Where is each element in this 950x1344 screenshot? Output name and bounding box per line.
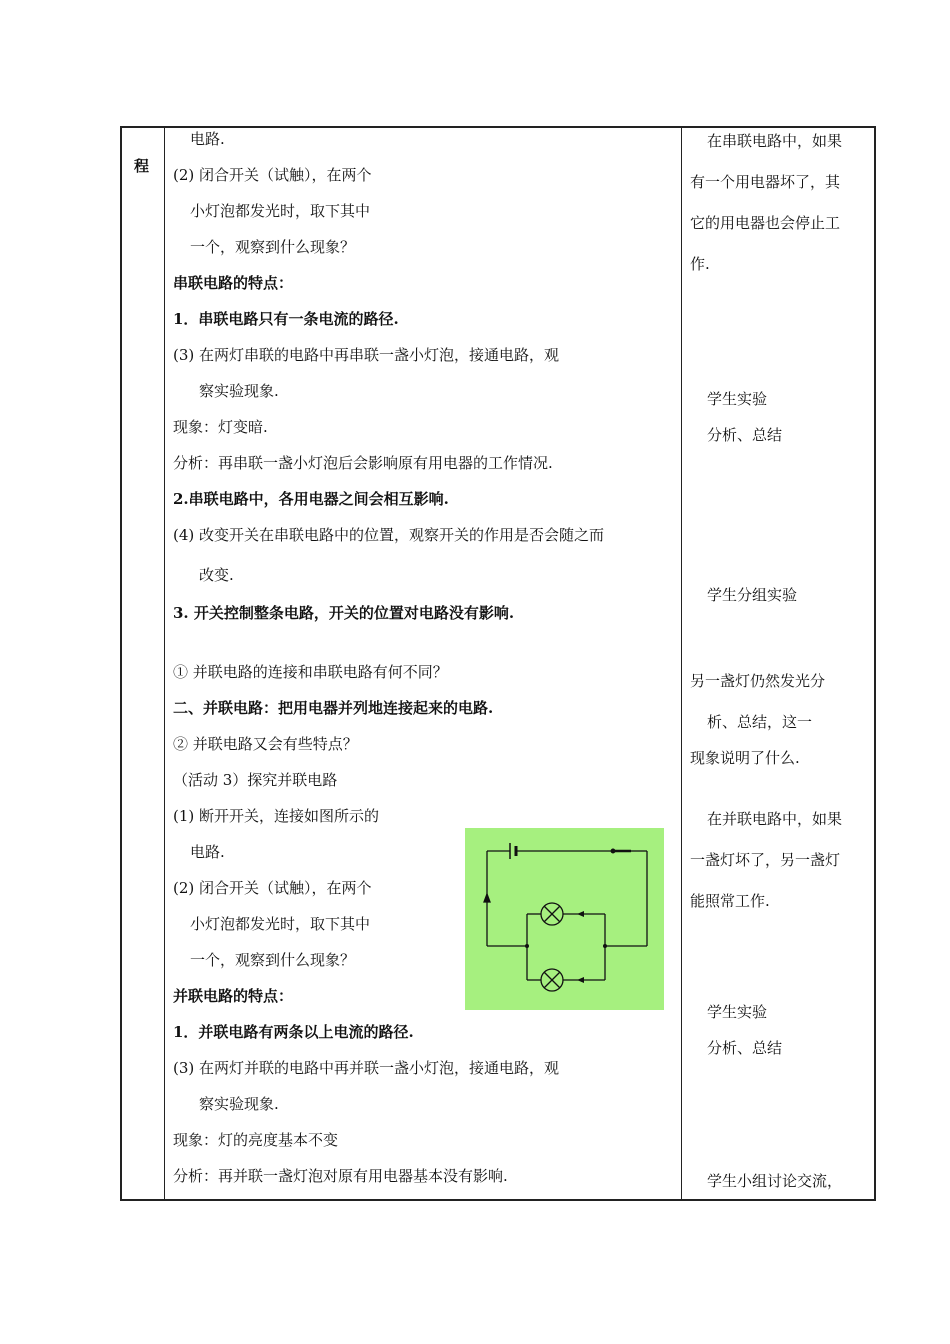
text-line: ① 并联电路的连接和串联电路有何不同？ (173, 663, 448, 681)
text-line: 分析：再串联一盏小灯泡后会影响原有用电器的工作情况. (173, 454, 553, 472)
text-line: 分析：再并联一盏灯泡对原有用电器基本没有影响. (173, 1167, 508, 1185)
text-line: 一个，观察到什么现象？ (190, 951, 356, 969)
heading-parallel-features: 并联电路的特点： (173, 987, 294, 1005)
text-line: (4) 改变开关在串联电路中的位置，观察开关的作用是否会随之而 (173, 526, 605, 544)
text-line: (3) 在两灯并联的电路中再并联一盏小灯泡，接通电路，观 (173, 1059, 560, 1077)
note-line: 在串联电路中，如果 (707, 132, 843, 150)
note-line: 学生实验 (707, 1003, 768, 1021)
current-arrow (577, 911, 584, 917)
text-line: 现象：灯变暗. (173, 418, 268, 436)
note-line: 能照常工作. (690, 892, 770, 910)
note-line: 它的用电器也会停止工 (690, 214, 841, 232)
note-line: 另一盏灯仍然发光分 (690, 672, 826, 690)
text-line: （活动 3）探究并联电路 (173, 771, 338, 789)
text-line: (2) 闭合开关（试触），在两个 (173, 166, 372, 184)
note-line: 学生小组讨论交流， (707, 1172, 843, 1190)
text-line: 察实验现象. (199, 1095, 279, 1113)
text-line: 察实验现象. (199, 382, 279, 400)
text-line: 2.串联电路中，各用电器之间会相互影响. (173, 490, 449, 508)
text-line: 3. 开关控制整条电路，开关的位置对电路没有影响. (173, 604, 515, 622)
text-line: 电路. (190, 843, 225, 861)
text-line: 小灯泡都发光时，取下其中 (190, 202, 371, 220)
junction-dot (603, 944, 607, 948)
column-divider-left (164, 128, 165, 1199)
circuit-svg (465, 828, 664, 1010)
note-line: 在并联电路中，如果 (707, 810, 843, 828)
heading-series-features: 串联电路的特点： (173, 274, 294, 292)
note-line: 学生实验 (707, 390, 768, 408)
text-line: (3) 在两灯串联的电路中再串联一盏小灯泡，接通电路，观 (173, 346, 560, 364)
note-line: 析、总结，这一 (707, 713, 813, 731)
text-line: 改变. (199, 566, 234, 584)
note-line: 一盏灯坏了，另一盏灯 (690, 851, 841, 869)
current-arrow (577, 977, 584, 983)
column-divider-right (681, 128, 682, 1199)
section-label: 程 (134, 157, 150, 175)
current-arrow (484, 894, 490, 902)
note-line: 有一个用电器坏了，其 (690, 173, 841, 191)
text-line: (2) 闭合开关（试触），在两个 (173, 879, 372, 897)
switch-contact (611, 849, 615, 853)
text-line: 1．并联电路有两条以上电流的路径. (173, 1023, 414, 1041)
note-line: 现象说明了什么. (690, 749, 800, 767)
text-line: 现象：灯的亮度基本不变 (173, 1131, 339, 1149)
heading-parallel-circuit: 二、并联电路：把用电器并列地连接起来的电路. (173, 699, 494, 717)
note-line: 作. (690, 255, 710, 273)
text-line: ② 并联电路又会有些特点？ (173, 735, 358, 753)
note-line: 学生分组实验 (707, 586, 798, 604)
text-line: 一个，观察到什么现象？ (190, 238, 356, 256)
text-line: 电路. (190, 130, 225, 148)
junction-dot (525, 944, 529, 948)
text-line: (1) 断开开关，连接如图所示的 (173, 807, 380, 825)
note-line: 分析、总结 (707, 426, 783, 444)
parallel-circuit-diagram (465, 828, 664, 1010)
text-line: 1．串联电路只有一条电流的路径. (173, 310, 399, 328)
text-line: 小灯泡都发光时，取下其中 (190, 915, 371, 933)
note-line: 分析、总结 (707, 1039, 783, 1057)
